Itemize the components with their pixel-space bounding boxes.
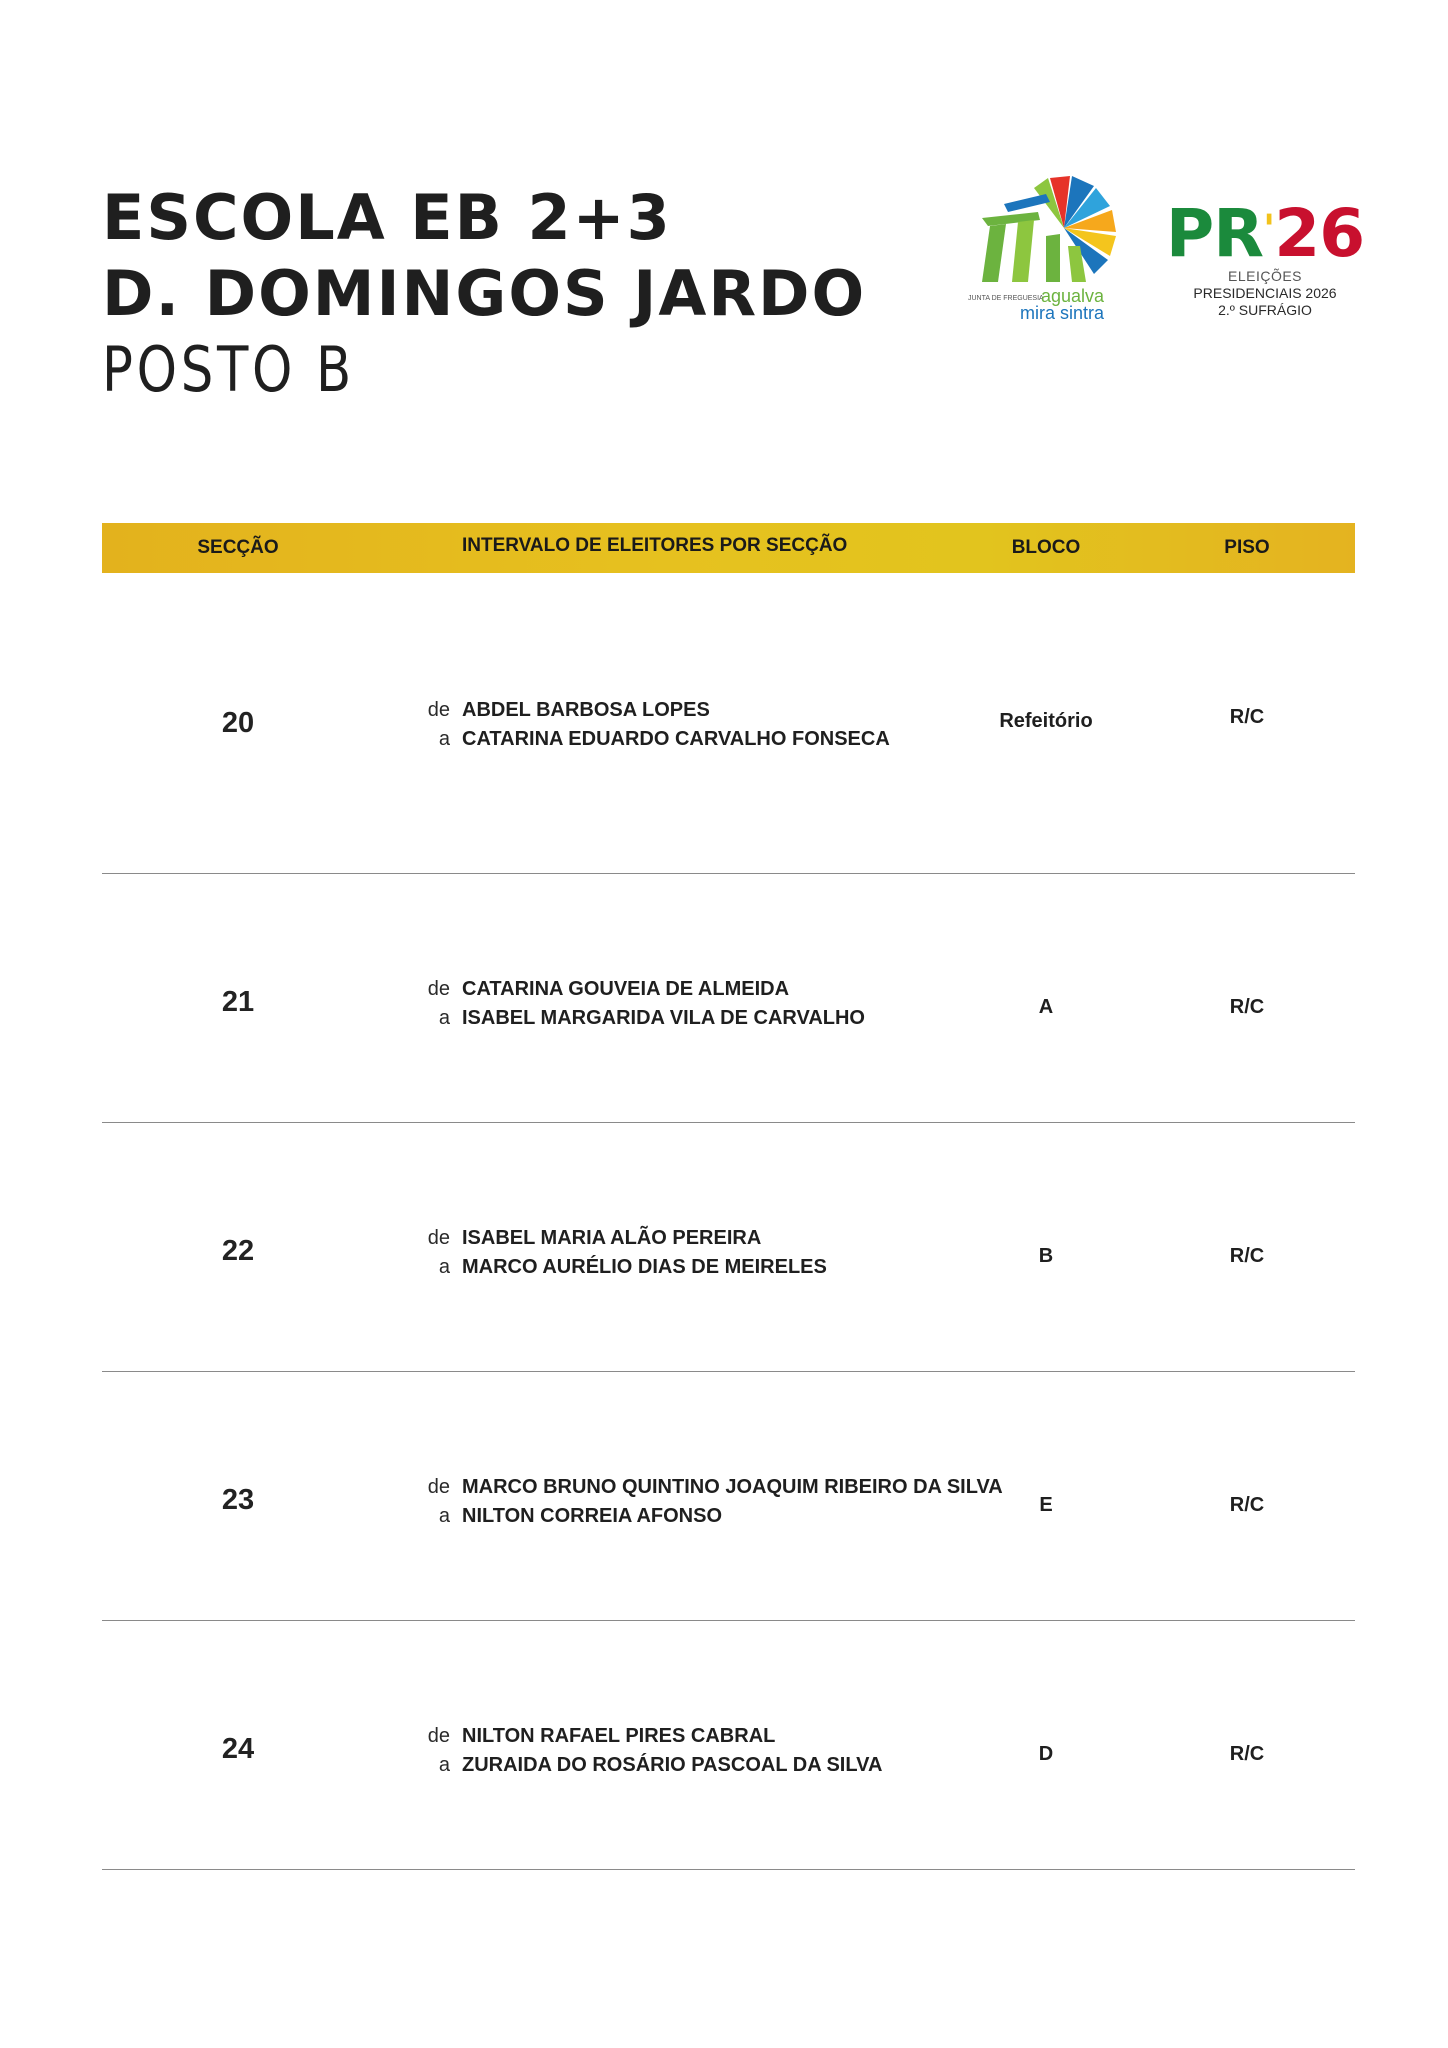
pr-year: 26 <box>1274 195 1365 272</box>
from-voter-name: MARCO BRUNO QUINTINO JOAQUIM RIBEIRO DA SILVA <box>462 1476 1003 1498</box>
to-voter-name: CATARINA EDUARDO CARVALHO FONSECA <box>462 728 890 750</box>
freguesia-logo <box>968 176 1120 326</box>
section-number: 22 <box>221 1235 255 1267</box>
to-prefix: a <box>438 728 450 750</box>
windmill-logo-icon <box>968 176 1120 288</box>
section-number: 21 <box>221 986 255 1018</box>
presidenciais-logo <box>1160 195 1370 330</box>
table-row: 22 de ISABEL MARIA ALÃO PEREIRA a MARCO AURÉLIO DIAS DE MEIRELES B R/C <box>102 1123 1355 1372</box>
section-number: 24 <box>221 1733 255 1765</box>
to-prefix: a <box>438 1007 450 1029</box>
from-voter-name: ABDEL BARBOSA LOPES <box>462 699 710 721</box>
to-prefix: a <box>438 1754 450 1776</box>
from-voter-name: ISABEL MARIA ALÃO PEREIRA <box>462 1227 762 1249</box>
pr-eleicoes: ELEIÇÕES <box>1227 268 1303 284</box>
table-body <box>102 573 1355 1870</box>
to-voter-name: NILTON CORREIA AFONSO <box>462 1505 722 1527</box>
column-header-seccao: SECÇÃO <box>197 537 279 558</box>
page-title <box>102 180 866 408</box>
table-row: 24 de NILTON RAFAEL PIRES CABRAL a ZURAIDA DO ROSÁRIO PASCOAL DA SILVA D R/C <box>102 1621 1355 1870</box>
posto-label: POSTO B <box>102 333 355 406</box>
pr-text: PR <box>1165 195 1264 272</box>
column-header-piso: PISO <box>1224 537 1270 558</box>
freguesia-small-text: JUNTA DE FREGUESIA <box>968 295 1044 302</box>
column-header-bloco: BLOCO <box>1011 537 1081 558</box>
section-number: 23 <box>221 1484 255 1516</box>
to-voter-name: ISABEL MARGARIDA VILA DE CARVALHO <box>462 1007 865 1029</box>
from-prefix: de <box>427 699 450 721</box>
to-voter-name: ZURAIDA DO ROSÁRIO PASCOAL DA SILVA <box>462 1754 883 1776</box>
to-prefix: a <box>438 1256 450 1278</box>
sections-table <box>102 523 1355 1870</box>
table-row: 21 de CATARINA GOUVEIA DE ALMEIDA a ISABEL MARGARIDA VILA DE CARVALHO A R/C <box>102 874 1355 1123</box>
from-prefix: de <box>427 1227 450 1249</box>
to-prefix: a <box>438 1505 450 1527</box>
pr-sufragio: 2.º SUFRÁGIO <box>1218 302 1312 318</box>
school-name-line-1: ESCOLA EB 2+3 <box>102 181 672 254</box>
from-voter-name: CATARINA GOUVEIA DE ALMEIDA <box>462 978 790 1000</box>
pr-apostrophe: ' <box>1263 207 1275 253</box>
pr-presidenciais: PRESIDENCIAIS 2026 <box>1193 285 1337 301</box>
pr26-mark <box>1160 195 1370 272</box>
column-header-intervalo: INTERVALO DE ELEITORES POR SECÇÃO <box>462 535 848 556</box>
from-prefix: de <box>427 1725 450 1747</box>
freguesia-name-line-1: agualva <box>1041 286 1105 306</box>
table-row: 23 de MARCO BRUNO QUINTINO JOAQUIM RIBEIRO DA SILVA a NILTON CORREIA AFONSO E R/C <box>102 1372 1355 1621</box>
freguesia-name-line-2: mira sintra <box>1020 303 1105 323</box>
table-row: 20 de ABDEL BARBOSA LOPES a CATARINA EDUARDO CARVALHO FONSECA Refeitório R/C <box>102 573 1355 874</box>
from-voter-name: NILTON RAFAEL PIRES CABRAL <box>462 1725 776 1747</box>
table-header <box>102 523 1355 573</box>
school-name-line-2: D. DOMINGOS JARDO <box>102 257 867 330</box>
from-prefix: de <box>427 978 450 1000</box>
section-number: 20 <box>221 707 255 739</box>
to-voter-name: MARCO AURÉLIO DIAS DE MEIRELES <box>462 1256 827 1278</box>
from-prefix: de <box>427 1476 450 1498</box>
